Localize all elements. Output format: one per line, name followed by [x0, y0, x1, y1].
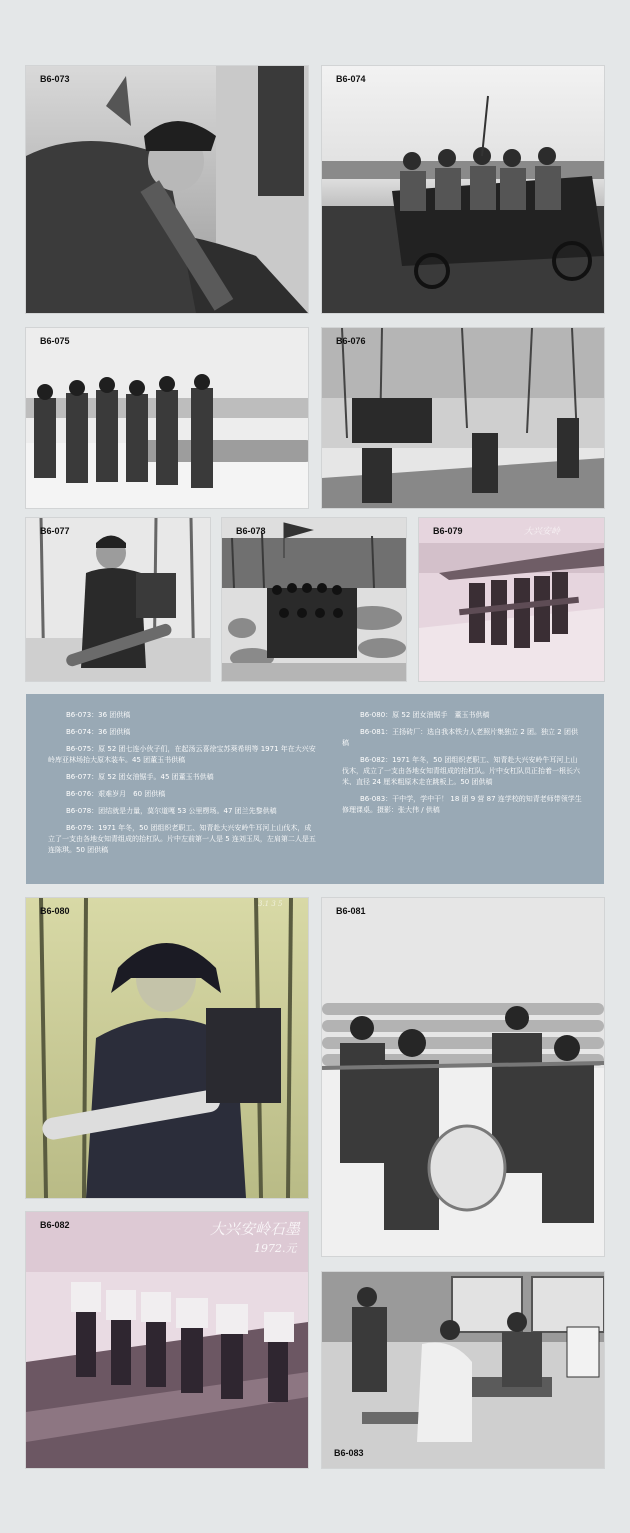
- photo-b6-077-image: [26, 518, 210, 681]
- photo-b6-076-id: B6-076: [336, 336, 366, 346]
- photo-b6-075: [26, 328, 308, 508]
- photo-b6-073-id: B6-073: [40, 74, 70, 84]
- caption-b6-073: B6-073：36 团供稿: [66, 711, 131, 719]
- photo-b6-077-id: B6-077: [40, 526, 70, 536]
- caption-column-left: [48, 710, 318, 862]
- photo-b6-080-overlay: 3.1 3 5: [258, 900, 283, 908]
- photo-b6-075-image: [26, 328, 308, 508]
- photo-b6-078-id: B6-078: [236, 526, 266, 536]
- caption-b6-074: B6-074：36 团供稿: [66, 728, 131, 736]
- photo-b6-083-image: [322, 1272, 604, 1468]
- caption-b6-080: B6-080：原 52 团女油锯手 董玉书供稿: [360, 711, 490, 719]
- caption-b6-081: B6-081：王扬砖厂：选自我本铁力人老照片集独立 2 团。独立 2 团供稿: [342, 728, 578, 747]
- photo-b6-074-image: [322, 66, 604, 313]
- photo-b6-074-id: B6-074: [336, 74, 366, 84]
- caption-b6-083: B6-083：干中学，学中干！ 18 团 9 营 87 连学校的知青老师带领学生修理课桌。摄影：张大伟 / 供稿: [342, 795, 582, 814]
- caption-column-right: [342, 710, 582, 822]
- photo-b6-080-id: B6-080: [40, 906, 70, 916]
- photo-b6-082-id: B6-082: [40, 1220, 70, 1230]
- caption-b6-079: B6-079：1971 年冬，50 团组织老职工、知青赴大兴安岭牛耳河上山伐木，成立了一支由各地女知青组成的抬杠队。片中左前第一人是 5 连刘玉凤，左肩第二人是五连陈琪。50 团供稿: [48, 824, 316, 854]
- caption-b6-075: B6-075：原 52 团七连小伙子们，在起汤云喜徐宝苏葵希明等 1971 年在大兴安岭库亚林场抬大原木装车。45 团董玉书供稿: [48, 745, 316, 764]
- photo-b6-076: [322, 328, 604, 508]
- caption-b6-082: B6-082：1971 年冬，50 团组织老职工、知青赴大兴安岭牛耳河上山伐木，成立了一支由各地女知青组成的抬杠队。片中女杠队员正抬着一根长六米、直径 24 厘米粗原木走在跳板上。50 团供稿: [342, 756, 580, 786]
- photo-b6-079-image: [419, 518, 604, 681]
- photo-b6-082-overlay-year: 1972.元: [254, 1242, 297, 1255]
- caption-b6-076: B6-076：艰难岁月 60 团供稿: [66, 790, 166, 798]
- photo-b6-075-id: B6-075: [40, 336, 70, 346]
- photo-b6-082-overlay-title: 大兴安岭石墨: [210, 1220, 301, 1238]
- photo-b6-078-image: [222, 518, 406, 681]
- photo-b6-080-image: [26, 898, 308, 1198]
- photo-b6-074: [322, 66, 604, 313]
- photo-b6-076-image: [322, 328, 604, 508]
- photo-b6-079-overlay: 大兴安岭: [524, 527, 561, 537]
- photo-b6-078: [222, 518, 406, 681]
- photo-b6-080: [26, 898, 308, 1198]
- photo-b6-073-image: [26, 66, 308, 313]
- photo-b6-083-id: B6-083: [334, 1448, 364, 1458]
- photo-b6-079: [419, 518, 604, 681]
- caption-b6-077: B6-077：原 52 团女油锯手。45 团董玉书供稿: [66, 773, 214, 781]
- caption-panel: [26, 694, 604, 884]
- photo-b6-081: [322, 898, 604, 1256]
- photo-b6-083: [322, 1272, 604, 1468]
- caption-b6-078: B6-078：团结就是力量，莫尔道嘎 53 公里楞场。47 团兰先黎供稿: [66, 807, 277, 815]
- photo-b6-079-id: B6-079: [433, 526, 463, 536]
- photo-b6-073: [26, 66, 308, 313]
- photo-b6-082: [26, 1212, 308, 1468]
- photo-b6-081-id: B6-081: [336, 906, 366, 916]
- photo-b6-081-image: [322, 898, 604, 1256]
- photo-b6-077: [26, 518, 210, 681]
